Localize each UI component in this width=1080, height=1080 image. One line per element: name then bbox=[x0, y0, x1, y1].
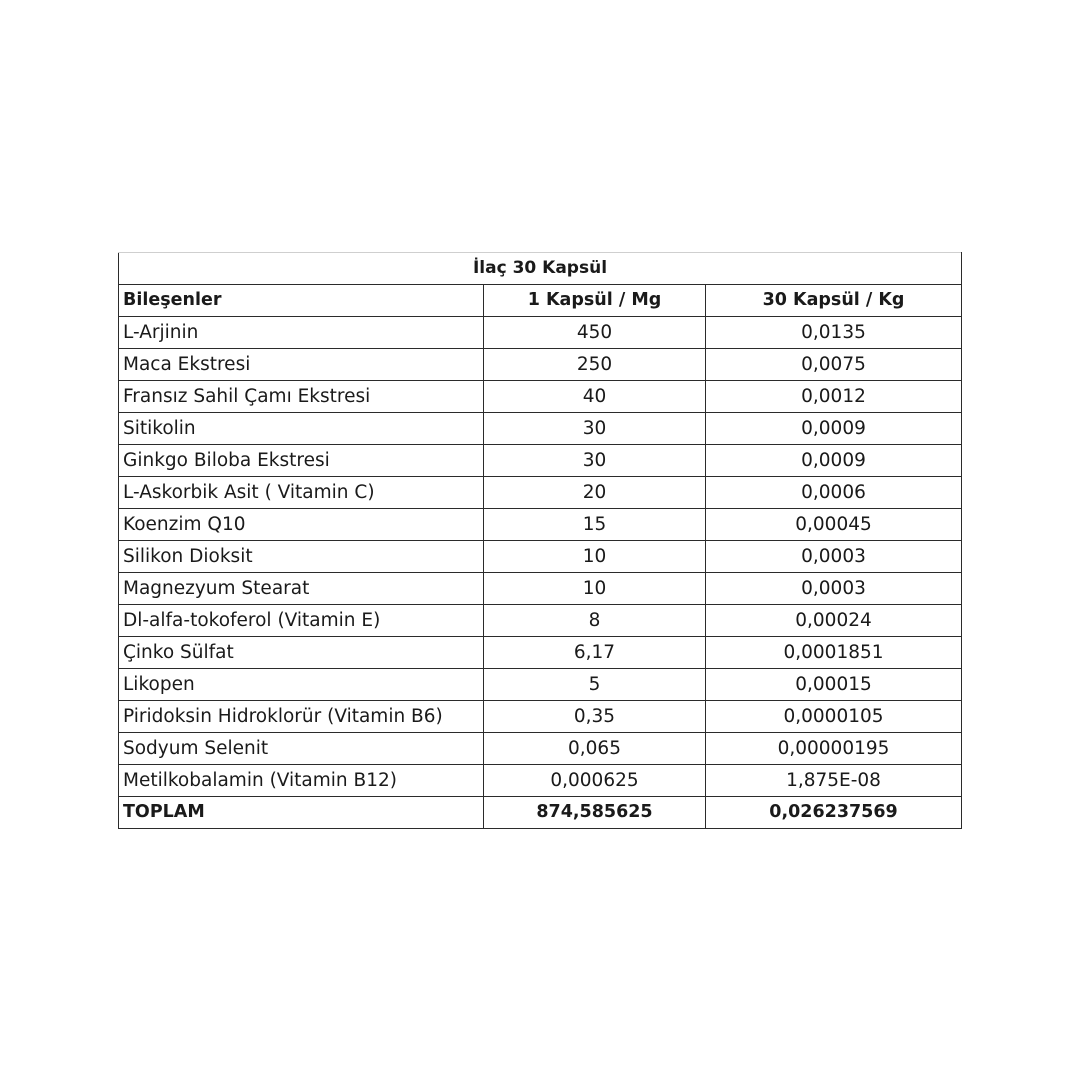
amount-per-capsule-mg: 250 bbox=[484, 349, 706, 381]
table-row bbox=[119, 765, 962, 797]
total-30-capsules-kg: 0,026237569 bbox=[706, 797, 962, 829]
total-label: TOPLAM bbox=[119, 797, 484, 829]
ingredient-name: Piridoksin Hidroklorür (Vitamin B6) bbox=[119, 701, 484, 733]
ingredient-name: Sitikolin bbox=[119, 413, 484, 445]
amount-per-capsule-mg: 8 bbox=[484, 605, 706, 637]
ingredient-name: Ginkgo Biloba Ekstresi bbox=[119, 445, 484, 477]
table-row bbox=[119, 605, 962, 637]
total-per-capsule-mg: 874,585625 bbox=[484, 797, 706, 829]
column-header-30-capsules-kg: 30 Kapsül / Kg bbox=[706, 285, 962, 317]
table-row bbox=[119, 733, 962, 765]
table-row bbox=[119, 381, 962, 413]
table-row bbox=[119, 317, 962, 349]
table-row bbox=[119, 669, 962, 701]
ingredient-name: Silikon Dioksit bbox=[119, 541, 484, 573]
amount-30-capsules-kg: 0,0135 bbox=[706, 317, 962, 349]
amount-30-capsules-kg: 0,0009 bbox=[706, 413, 962, 445]
ingredient-name: Çinko Sülfat bbox=[119, 637, 484, 669]
table-row bbox=[119, 413, 962, 445]
ingredient-name: L-Askorbik Asit ( Vitamin C) bbox=[119, 477, 484, 509]
ingredient-name: Dl-alfa-tokoferol (Vitamin E) bbox=[119, 605, 484, 637]
amount-per-capsule-mg: 6,17 bbox=[484, 637, 706, 669]
amount-30-capsules-kg: 1,875E-08 bbox=[706, 765, 962, 797]
amount-per-capsule-mg: 10 bbox=[484, 573, 706, 605]
column-header-components: Bileşenler bbox=[119, 285, 484, 317]
amount-30-capsules-kg: 0,0000105 bbox=[706, 701, 962, 733]
amount-per-capsule-mg: 0,000625 bbox=[484, 765, 706, 797]
amount-30-capsules-kg: 0,00024 bbox=[706, 605, 962, 637]
ingredient-name: Magnezyum Stearat bbox=[119, 573, 484, 605]
amount-per-capsule-mg: 15 bbox=[484, 509, 706, 541]
ingredient-name: Likopen bbox=[119, 669, 484, 701]
ingredient-name: Metilkobalamin (Vitamin B12) bbox=[119, 765, 484, 797]
amount-per-capsule-mg: 40 bbox=[484, 381, 706, 413]
amount-per-capsule-mg: 0,065 bbox=[484, 733, 706, 765]
ingredient-name: Fransız Sahil Çamı Ekstresi bbox=[119, 381, 484, 413]
amount-per-capsule-mg: 30 bbox=[484, 445, 706, 477]
table-title: İlaç 30 Kapsül bbox=[119, 253, 962, 285]
amount-per-capsule-mg: 0,35 bbox=[484, 701, 706, 733]
amount-30-capsules-kg: 0,0009 bbox=[706, 445, 962, 477]
amount-30-capsules-kg: 0,0003 bbox=[706, 573, 962, 605]
amount-30-capsules-kg: 0,0012 bbox=[706, 381, 962, 413]
ingredient-name: Koenzim Q10 bbox=[119, 509, 484, 541]
table-row bbox=[119, 445, 962, 477]
amount-30-capsules-kg: 0,0003 bbox=[706, 541, 962, 573]
table-row bbox=[119, 541, 962, 573]
table-row bbox=[119, 573, 962, 605]
table-row bbox=[119, 701, 962, 733]
table-body bbox=[119, 253, 962, 829]
amount-per-capsule-mg: 450 bbox=[484, 317, 706, 349]
amount-30-capsules-kg: 0,00000195 bbox=[706, 733, 962, 765]
table-row bbox=[119, 637, 962, 669]
amount-30-capsules-kg: 0,00015 bbox=[706, 669, 962, 701]
amount-per-capsule-mg: 10 bbox=[484, 541, 706, 573]
title-row bbox=[119, 253, 962, 285]
amount-per-capsule-mg: 20 bbox=[484, 477, 706, 509]
composition-table bbox=[118, 252, 962, 829]
ingredient-name: Sodyum Selenit bbox=[119, 733, 484, 765]
table-row bbox=[119, 477, 962, 509]
amount-per-capsule-mg: 5 bbox=[484, 669, 706, 701]
total-row bbox=[119, 797, 962, 829]
amount-30-capsules-kg: 0,0001851 bbox=[706, 637, 962, 669]
table-row bbox=[119, 349, 962, 381]
amount-30-capsules-kg: 0,0075 bbox=[706, 349, 962, 381]
table-row bbox=[119, 509, 962, 541]
ingredient-name: L-Arjinin bbox=[119, 317, 484, 349]
amount-30-capsules-kg: 0,00045 bbox=[706, 509, 962, 541]
header-row bbox=[119, 285, 962, 317]
amount-per-capsule-mg: 30 bbox=[484, 413, 706, 445]
column-header-per-capsule-mg: 1 Kapsül / Mg bbox=[484, 285, 706, 317]
ingredient-name: Maca Ekstresi bbox=[119, 349, 484, 381]
amount-30-capsules-kg: 0,0006 bbox=[706, 477, 962, 509]
